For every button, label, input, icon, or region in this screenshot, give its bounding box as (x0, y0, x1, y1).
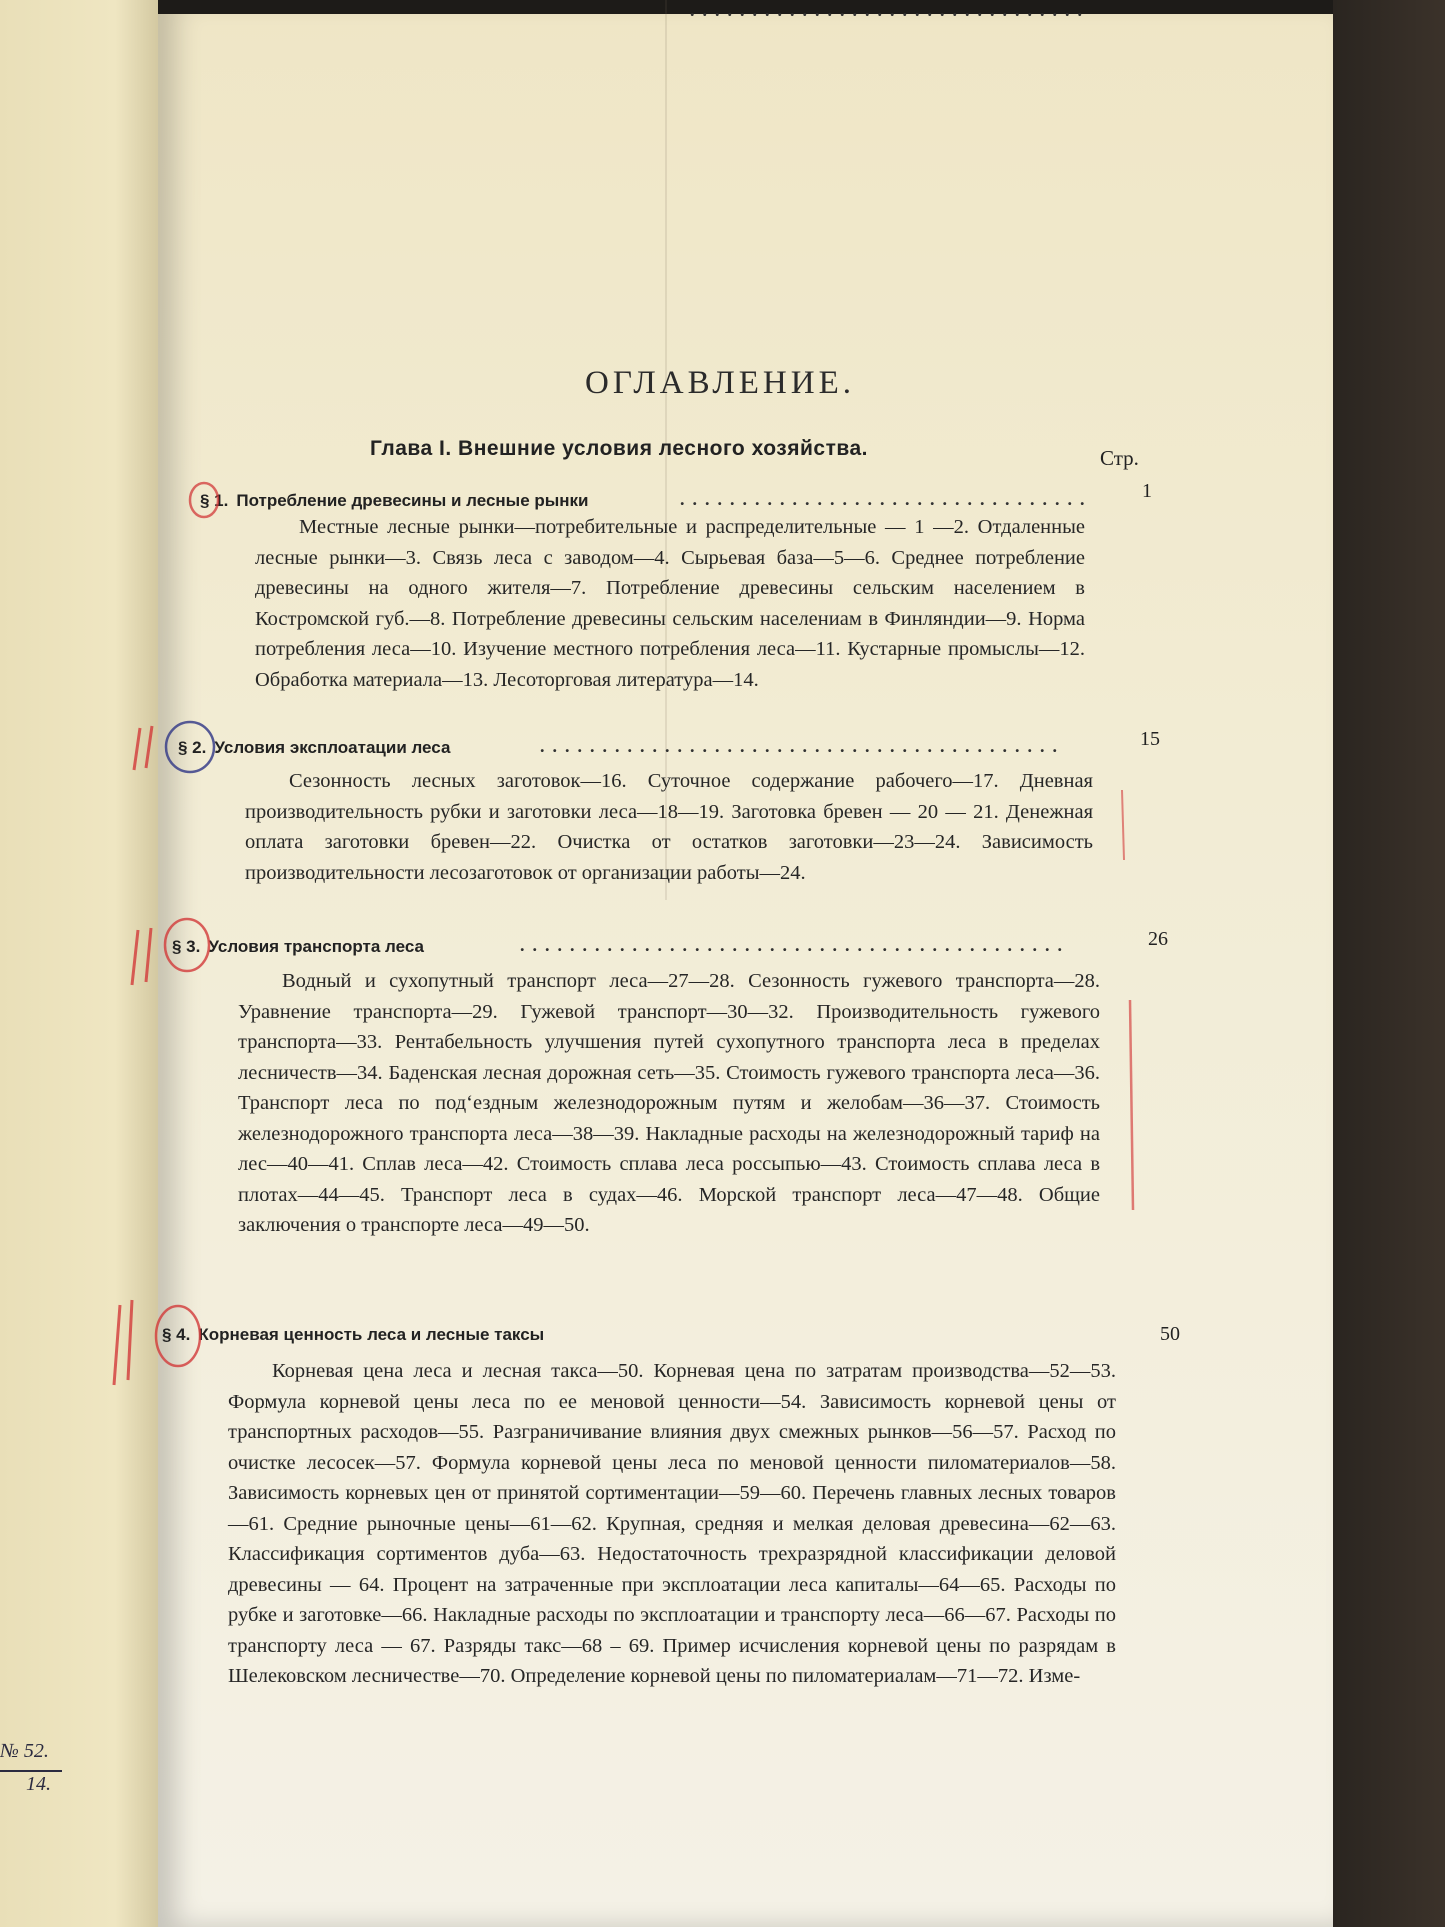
section-2-text: Сезонность лесных заготовок—16. Суточное содержание рабочего—17. Дневная производительность рубки и заготовки леса—18—19. Заготовка бревен — 20 — 21. Денежная оплата заготовки бревен—22. Очистка от остатков заготовки—23—24. Зависимость производительности лесозаготовок от организации работы—24. (245, 770, 1093, 884)
red-double-tick (132, 928, 151, 985)
section-number: § 1. (200, 491, 229, 510)
red-margin-line (1130, 1000, 1133, 1210)
red-double-tick (134, 726, 152, 770)
section-3-page: 26 (1148, 928, 1168, 950)
section-2-page: 15 (1140, 728, 1160, 750)
section-number: § 3. (172, 937, 201, 956)
leader-dots: ............................................ (520, 935, 1070, 955)
red-circle-mark (190, 483, 218, 517)
red-margin-line (1122, 790, 1124, 860)
chapter-heading: Глава I. Внешние условия лесного хозяйства. (370, 437, 869, 460)
section-3-text: Водный и сухопутный транспорт леса—27—28. Сезонность гужевого транспорта—28. Уравнение транспорта—29. Гужевой транспорт—30—32. Производительность гужевого транспорта—33. Рентабельность улучшения путей сухопутного транспорта леса в пределах лесничеств—34. Баденская лесная дорожная сеть—35. Стоимость гужевого транспорта леса—36. Транспорт леса по под‘ездным железнодорожным путям и желобам—36—37. Стоимость железнодорожного транспорта леса—38—39. Накладные расходы на железнодорожный тариф на лес—40—41. Сплав леса—42. Стоимость сплава леса россыпью—43. Стоимость сплава леса в плотах—44—45. Транспорт леса в судах—46. Морской транспорт леса—47—48. Общие заключения о транспорте леса—49—50. (238, 970, 1100, 1236)
section-number: § 2. (178, 738, 207, 757)
margin-note-number: № 52. (0, 1740, 49, 1762)
red-double-tick (114, 1300, 132, 1385)
section-title: Условия транспорта леса (208, 937, 424, 956)
page-title: ОГЛАВЛЕНИЕ. (584, 365, 855, 401)
section-1-text: Местные лесные рынки—потребительные и распределительные — 1 —2. Отдаленные лесные рынки—3. Связь леса с заводом—4. Сырьевая база—5—6. Среднее потребление древесины на одного жителя—7. Потребление древесины сельским населением в Костромской губ.—8. Потребление древесины сельским населениам в Финляндии—9. Норма потребления леса—10. Изучение местного потребления леса—11. Кустарные промыслы—12. Обработка материала—13. Лесоторговая литература—14. (255, 516, 1085, 691)
section-4-page: 50 (1160, 1323, 1180, 1345)
section-4-text: Корневая цена леса и лесная такса—50. Корневая цена по затратам производства—52—53. Формула корневой цены леса по ее меновой ценности—54. Зависимость корневой цены от транспортных расходов—55. Разграничивание влияния двух смежных рынков—56—57. Расход по очистке лесосек—57. Формула корневой цены леса по меновой ценности пиломатериалов—58. Зависимость корневых цен от принятой сортиментации—59—60. Перечень главных лесных товаров—61. Средние рыночные цены—61—62. Крупная, средняя и мелкая деловая древесина—62—63. Классификация сортиментов дуба—63. Недостаточность трехразрядной классификации деловой древесины — 64. Процент на затраченные при эксплоатации леса капиталы—64—65. Расходы по рубке и заготовке—66. Накладные расходы по эксплоатации и транспорту леса—66—67. Расходы по транспорту леса — 67. Разряды такс—68 – 69. Пример исчисления корневой цены по разрядам в Шелековском лесничестве—70. Определение корневой цены по пиломатериалам—71—72. Изме- (228, 1360, 1116, 1687)
blue-circle-mark (166, 722, 214, 772)
section-title: Условия эксплоатации леса (214, 738, 451, 757)
section-title: Потребление древесины и лесные рынки (236, 491, 589, 510)
page-column-label: Стр. (1100, 446, 1139, 470)
section-1-page: 1 (1142, 480, 1152, 502)
red-circle-mark (156, 1306, 200, 1366)
red-circle-mark (165, 919, 209, 971)
section-number: § 4. (162, 1325, 191, 1344)
section-title: Корневая ценность леса и лесные таксы (198, 1325, 545, 1344)
leader-dots: ................................ (690, 0, 1090, 20)
margin-note-count: 14. (26, 1773, 51, 1795)
leader-dots: .......................................... (540, 736, 1065, 756)
leader-dots: ................................. (680, 489, 1093, 509)
